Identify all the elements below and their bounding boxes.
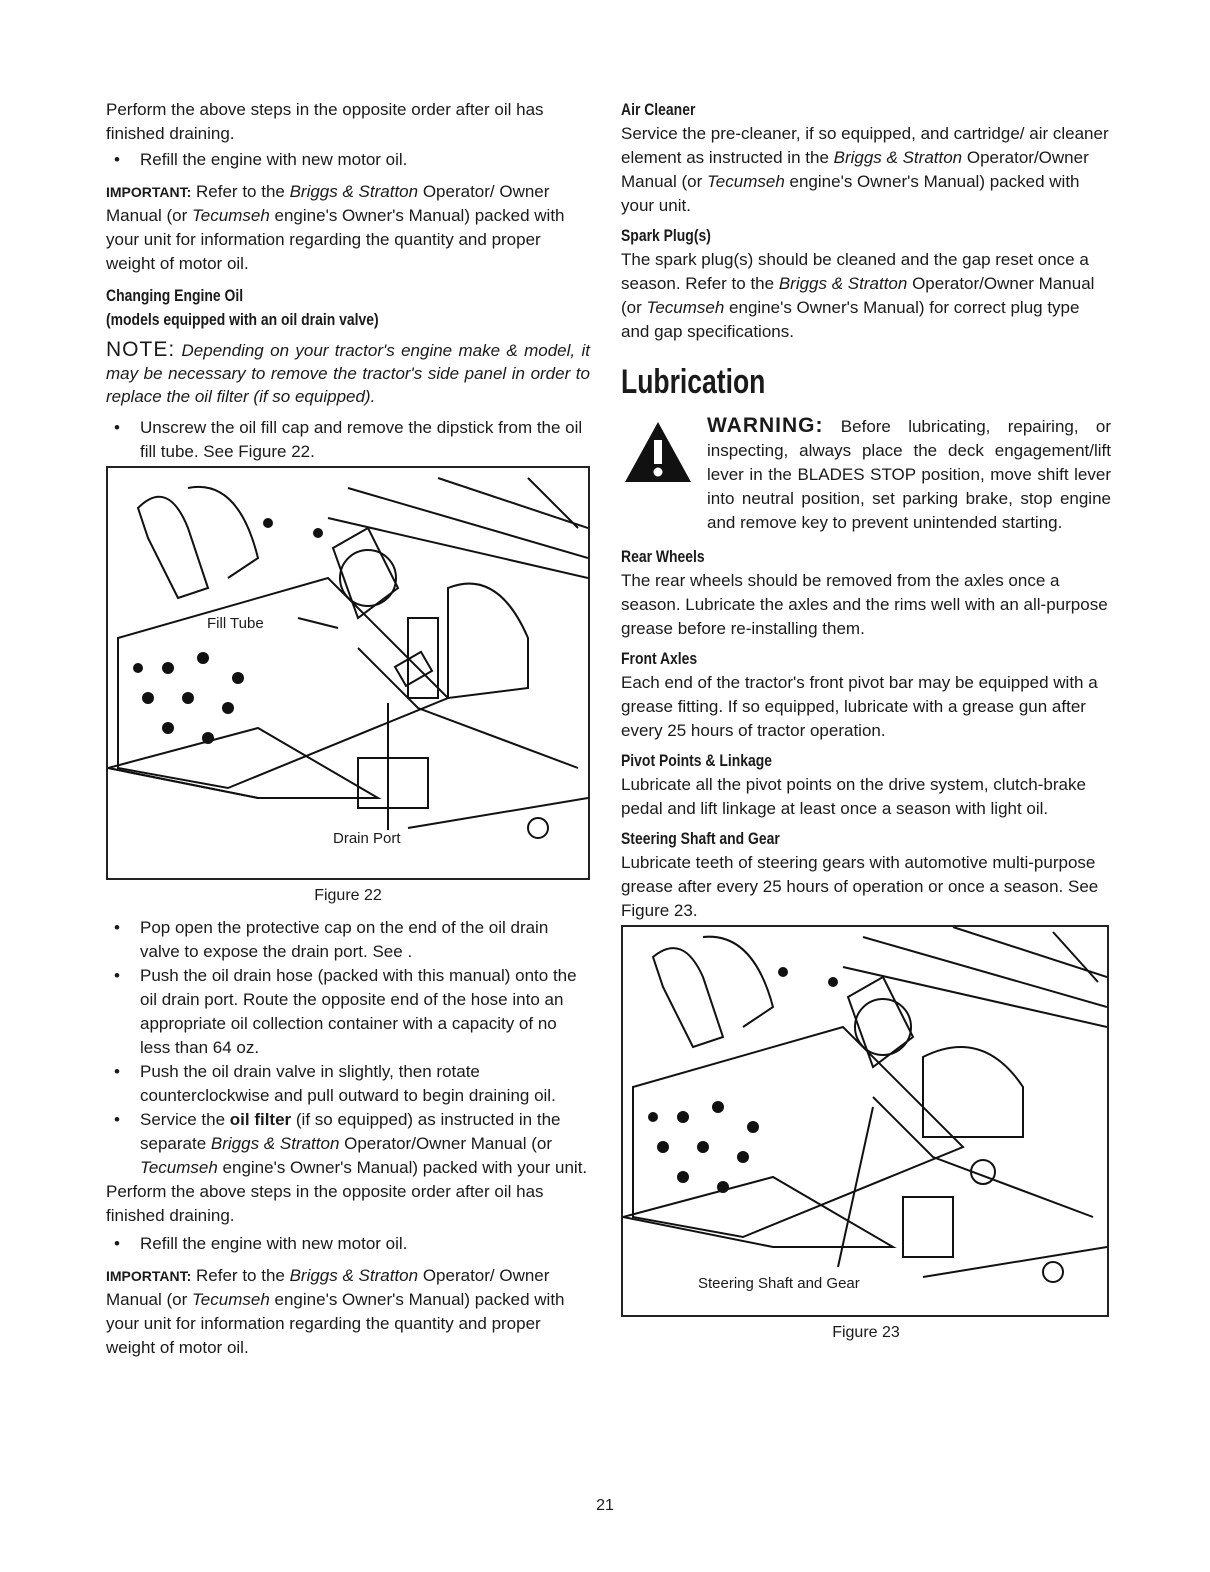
bullet-item: • Unscrew the oil fill cap and remove the dipstick from the oil fill tube. See Figure 22. xyxy=(106,416,590,464)
bullet-item: • Push the oil drain valve in slightly, then rotate counterclockwise and pull outward to begin draining oil. xyxy=(106,1060,590,1108)
important-label: IMPORTANT: xyxy=(106,184,192,200)
section-subheading: (models equipped with an oil drain valve) xyxy=(106,310,379,329)
figure-22 xyxy=(106,466,590,880)
paragraph: Perform the above steps in the opposite order after oil has finished draining. xyxy=(106,1182,544,1225)
paragraph: Each end of the tractor's front pivot bar may be equipped with a grease fitting. If so equipped, lubricate with a grease gun after every 25 hours of tractor operation. xyxy=(621,673,1098,740)
section-heading: Spark Plug(s) xyxy=(621,226,711,245)
paragraph: Service the pre-cleaner, if so equipped, and cartridge/ air cleaner element as instructed in the Briggs & Stratton Operator/Owner Manual (or Tecumseh engine's Owner's Manual) packed with your unit. xyxy=(621,124,1109,215)
fill-tube-label: Fill Tube xyxy=(204,615,267,632)
paragraph: The rear wheels should be removed from the axles once a season. Lubricate the axles and the rims well with an all-purpose grease before re-installing them. xyxy=(621,571,1108,638)
bullet-item: • Service the oil filter (if so equipped) as instructed in the separate Briggs & Stratton Operator/Owner Manual (or Tecumseh engine's Owner's Manual) packed with your unit. xyxy=(106,1108,590,1180)
paragraph: Lubricate teeth of steering gears with automotive multi-purpose grease after every 25 hours of operation or once a season. See Figure 23. xyxy=(621,853,1099,920)
steering-gear-illustration xyxy=(623,927,1107,1315)
section-heading: Rear Wheels xyxy=(621,547,705,566)
bullet-item: • Refill the engine with new motor oil. xyxy=(106,1232,590,1256)
note-label: NOTE: xyxy=(106,338,176,361)
note: NOTE: Depending on your tractor's engine make & model, it may be necessary to remove the tractor's side panel in order to replace the oil filter (if so equipped). xyxy=(106,338,590,406)
warning-triangle-icon xyxy=(623,420,693,484)
warning-label: WARNING: xyxy=(707,414,824,437)
figure-caption: Figure 22 xyxy=(314,887,382,904)
figure-caption: Figure 23 xyxy=(832,1324,900,1341)
tractor-drain-illustration xyxy=(108,468,588,878)
bullet-item: • Refill the engine with new motor oil. xyxy=(106,148,590,172)
important-label: IMPORTANT: xyxy=(106,1268,192,1284)
warning-text: WARNING: Before lubricating, repairing, or inspecting, always place the deck engagement/lift lever in the BLADES STOP position, move shift lever into neutral position, set parking brake, stop engine and remove key to prevent unintended starting. xyxy=(707,414,1111,532)
section-heading: Changing Engine Oil xyxy=(106,286,244,305)
page-section-title: Lubrication xyxy=(621,363,766,401)
steering-shaft-label: Steering Shaft and Gear xyxy=(695,1275,863,1292)
warning-block xyxy=(621,414,1111,535)
section-heading: Air Cleaner xyxy=(621,100,696,119)
left-column xyxy=(106,98,590,1360)
paragraph: Perform the above steps in the opposite order after oil has finished draining. xyxy=(106,100,544,143)
page-number: 21 xyxy=(596,1497,614,1514)
right-column xyxy=(621,98,1111,1345)
section-heading: Pivot Points & Linkage xyxy=(621,751,773,770)
bullet-item: • Push the oil drain hose (packed with this manual) onto the oil drain port. Route the opposite end of the hose into an appropriate oil collection container with a capacity of no less than 64 oz. xyxy=(106,964,590,1060)
paragraph: Lubricate all the pivot points on the drive system, clutch-brake pedal and lift linkage at least once a season with light oil. xyxy=(621,775,1086,818)
section-heading: Front Axles xyxy=(621,649,698,668)
bullet-item: • Pop open the protective cap on the end of the oil drain valve to expose the drain port. See . xyxy=(106,916,590,964)
paragraph: The spark plug(s) should be cleaned and the gap reset once a season. Refer to the Briggs & Stratton Operator/Owner Manual (or Tecumseh engine's Owner's Manual) for correct plug type and gap specifications. xyxy=(621,250,1095,341)
figure-23 xyxy=(621,925,1109,1317)
important-note: IMPORTANT: Refer to the Briggs & Stratton Operator/ Owner Manual (or Tecumseh engine's Owner's Manual) packed with your unit for information regarding the quantity and proper weight of motor oil. xyxy=(106,1266,565,1357)
section-heading: Steering Shaft and Gear xyxy=(621,829,780,848)
important-note: IMPORTANT: Refer to the Briggs & Stratton Operator/ Owner Manual (or Tecumseh engine's Owner's Manual) packed with your unit for information regarding the quantity and proper weight of motor oil. xyxy=(106,182,565,273)
drain-port-label: Drain Port xyxy=(330,830,404,847)
